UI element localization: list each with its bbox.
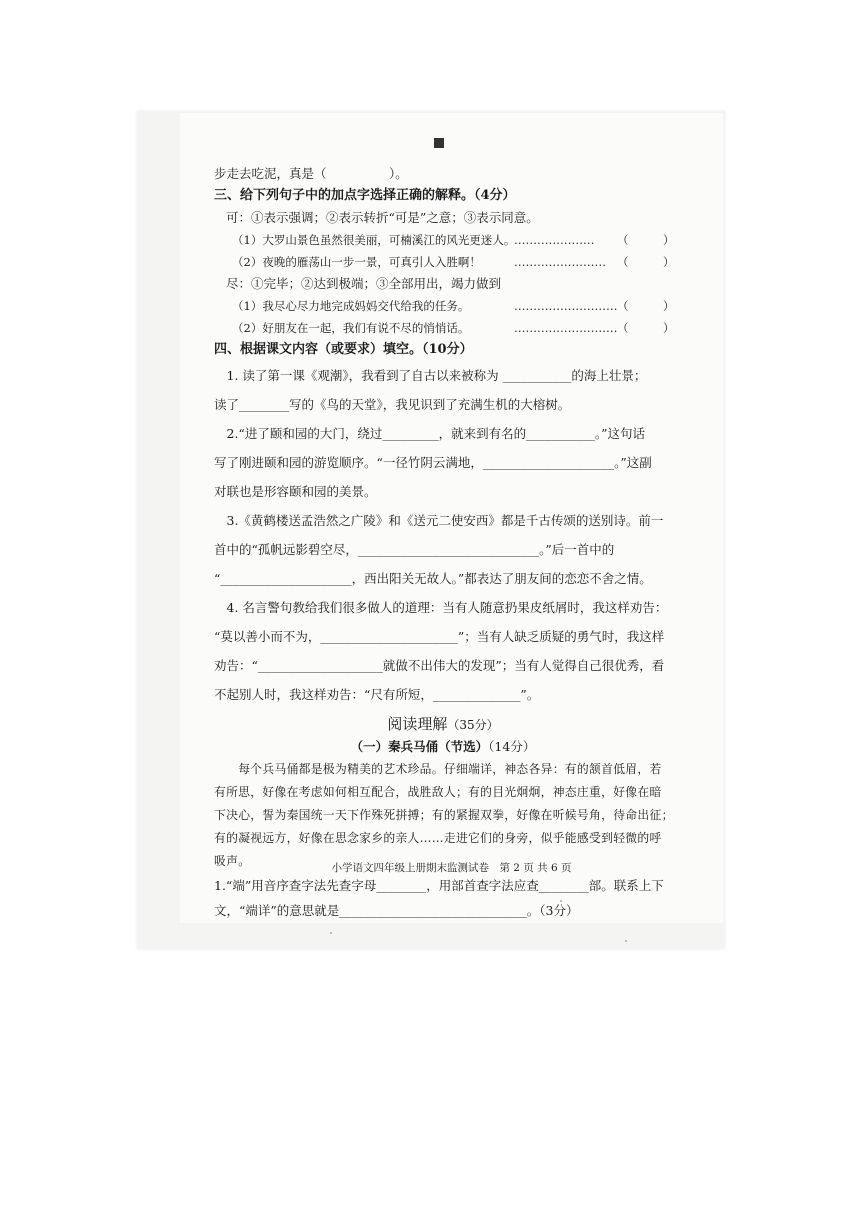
answer-blank[interactable]: （ ） <box>617 255 675 269</box>
scan-speck <box>330 932 332 934</box>
fill-line: 4. 名言警句教给我们很多做人的道理：当有人随意扔果皮纸屑时，我这样劝告： <box>214 600 668 615</box>
passage-line: 有的凝视远方，好像在思念家乡的亲人……走进它们的身旁，似乎能感受到轻微的呼 <box>214 831 662 845</box>
leader-dots: …………………… <box>514 255 606 269</box>
exam-page <box>180 113 723 923</box>
passage-line: 有所思，好像在考虑如何相互配合，战胜敌人；有的目光炯炯，神态庄重，好像在暗 <box>214 785 662 799</box>
passage-subtitle-text: （一）秦兵马俑（节选） <box>350 739 489 754</box>
fill-line: 3.《黄鹤楼送孟浩然之广陵》和《送元二使安西》都是千古传颂的送别诗。前一 <box>214 513 664 528</box>
fill-line[interactable]: “莫以善小而不为，______________________”；当有人缺乏质疑的勇气时，我这样 <box>214 629 665 644</box>
answer-blank[interactable]: （ ） <box>617 321 675 335</box>
question-text: （1）大罗山景色虽然很美丽，可楠溪江的风光更迷人。 <box>232 233 516 247</box>
question-text: （1）我尽心尽力地完成妈妈交代给我的任务。 <box>232 299 470 313</box>
passage-line: 下决心，誓为秦国统一天下作殊死拼搏；有的紧握双拳，好像在听候号角，待命出征； <box>214 808 674 822</box>
fill-line[interactable]: “_____________________，西出阳关无故人。”都表达了朋友间的恋恋不舍之情。 <box>214 571 652 586</box>
scan-speck <box>625 940 627 942</box>
fill-line[interactable]: 劝告：“____________________就做不出伟大的发现”；当有人觉得自己很优秀，看 <box>214 658 665 673</box>
question1-line[interactable]: 1.“端”用音序查字法先查字母________，用部首查字法应查________部。联系上下 <box>214 878 664 893</box>
top-line: 步走去吃泥，真是（ ）。 <box>214 166 408 181</box>
page-footer: 小学语文四年级上册期末监测试卷 第 2 页 共 6 页 <box>331 862 572 874</box>
question1-line[interactable]: 文，“端详”的意思就是______________________________。（3分） <box>214 903 579 918</box>
reading-title-text: 阅读理解 <box>387 715 448 733</box>
reading-title <box>214 713 672 736</box>
leader-dots: ……………………… <box>514 321 618 335</box>
passage-subtitle-points: （14分） <box>488 739 536 754</box>
fill-line[interactable]: 2.“进了颐和园的大门，绕过_________，就来到有名的___________。”这句话 <box>214 426 645 441</box>
section3-heading: 三、给下列句子中的加点字选择正确的解释。（4分） <box>214 188 516 203</box>
reading-passage <box>214 758 672 873</box>
question-row <box>214 251 675 273</box>
fill-line[interactable]: 读了________写的《鸟的天堂》，我见识到了充满生机的大榕树。 <box>214 397 571 412</box>
question-row <box>214 317 675 339</box>
page-content <box>214 113 675 923</box>
reading-title-points: （35分） <box>447 718 499 732</box>
leader-dots: ……………………… <box>514 299 618 313</box>
question-row <box>214 295 675 317</box>
passage-subtitle <box>214 736 672 758</box>
fill-line[interactable]: 不起别人时，我这样劝告：“尺有所短，______________”。 <box>214 687 540 702</box>
fill-line: 对联也是形容颐和园的美景。 <box>214 484 377 499</box>
scan-speck <box>560 900 562 902</box>
question-text: （2）好朋友在一起，我们有说不尽的悄悄话。 <box>232 321 470 335</box>
answer-blank[interactable]: （ ） <box>617 233 675 247</box>
answer-blank[interactable]: （ ） <box>617 299 675 313</box>
leader-dots: ………………… <box>514 233 595 247</box>
definition-jin: 尽：①完毕；②达到极端；③全部用出，竭力做到 <box>226 276 502 291</box>
fill-line[interactable]: 1. 读了第一课《观潮》，我看到了自古以来被称为 ___________的海上壮景； <box>214 368 647 383</box>
fill-line[interactable]: 写了刚进颐和园的游览顺序。“一径竹阴云满地，_____________________。”这副 <box>214 455 652 470</box>
fill-line[interactable]: 首中的“孤帆远影碧空尽，_____________________________。”后一首中的 <box>214 542 615 557</box>
passage-line: 每个兵马俑都是极为精美的艺术珍品。仔细端详，神态各异：有的颔首低眉，若 <box>214 762 662 776</box>
passage-line: 吸声。 <box>214 854 251 868</box>
section4-heading: 四、根据课文内容（或要求）填空。（10分） <box>214 342 473 357</box>
question-row <box>214 229 675 251</box>
definition-ke: 可：①表示强调；②表示转折“可是”之意；③表示同意。 <box>226 210 539 225</box>
question-text: （2）夜晚的雁荡山一步一景，可真引人入胜啊！ <box>232 255 481 269</box>
